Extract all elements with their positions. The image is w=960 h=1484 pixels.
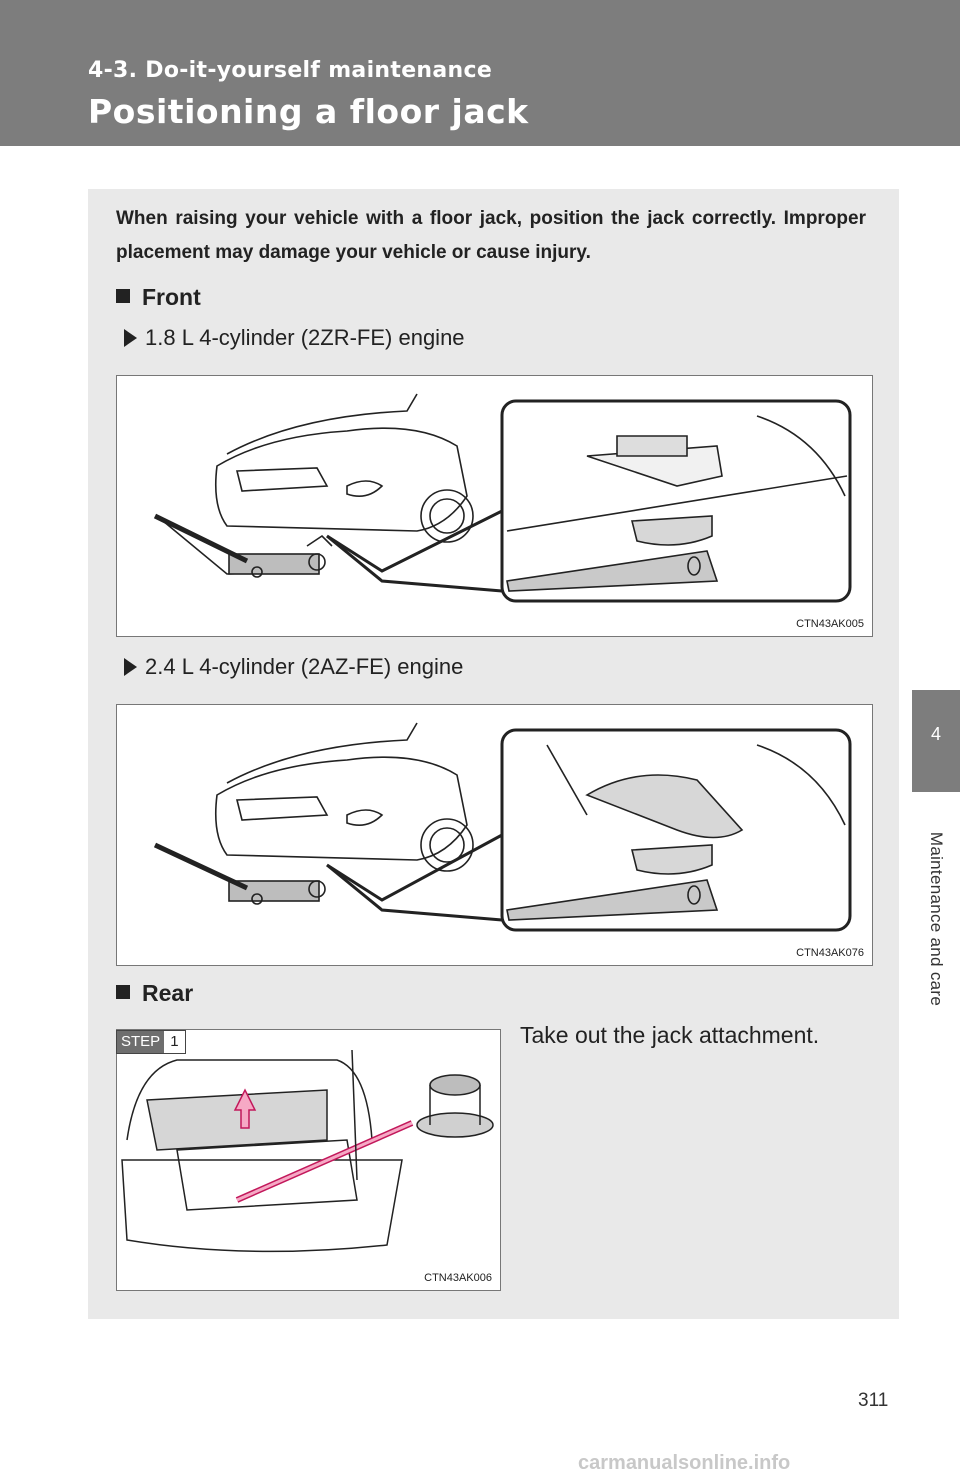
step-instruction: Take out the jack attachment.	[520, 1022, 820, 1048]
variant-2zr-fe	[124, 325, 465, 351]
rear-heading	[116, 980, 193, 1007]
page-header	[0, 0, 960, 146]
watermark: carmanualsonline.info	[578, 1452, 791, 1474]
triangle-bullet-icon	[124, 658, 137, 676]
section-label: 4-3. Do-it-yourself maintenance	[88, 58, 493, 83]
step-badge	[116, 1030, 186, 1054]
variant-label: 2.4 L 4-cylinder (2AZ-FE) engine	[145, 654, 464, 679]
chapter-label: Maintenance and care	[927, 831, 946, 1007]
step-label: STEP	[117, 1031, 164, 1053]
triangle-bullet-icon	[124, 329, 137, 347]
step-number: 1	[164, 1031, 184, 1053]
front-heading	[116, 284, 201, 311]
rear-heading-text: Rear	[142, 980, 194, 1006]
variant-2az-fe	[124, 654, 463, 680]
jack-front-illustration	[117, 376, 872, 636]
chapter-number: 4	[930, 724, 941, 744]
chapter-tab[interactable]	[912, 690, 960, 792]
variant-label: 1.8 L 4-cylinder (2ZR-FE) engine	[145, 325, 465, 350]
chapter-tab-label	[912, 795, 960, 1043]
front-heading-text: Front	[142, 284, 201, 310]
jack-front-illustration	[117, 705, 872, 965]
figure-rear-trunk	[116, 1029, 501, 1291]
page-title: Positioning a floor jack	[88, 92, 529, 131]
trunk-illustration	[117, 1030, 500, 1290]
square-bullet-icon	[116, 985, 130, 999]
square-bullet-icon	[116, 289, 130, 303]
figure-code: CTN43AK005	[796, 618, 864, 630]
intro-paragraph: When raising your vehicle with a floor jack, position the jack correctly. Improper placement may damage your vehicle or cause injury.	[116, 208, 866, 263]
figure-code: CTN43AK006	[424, 1272, 492, 1284]
page-number: 311	[858, 1390, 889, 1411]
figure-front-2zr	[116, 375, 873, 637]
figure-front-2az	[116, 704, 873, 966]
figure-code: CTN43AK076	[796, 947, 864, 959]
